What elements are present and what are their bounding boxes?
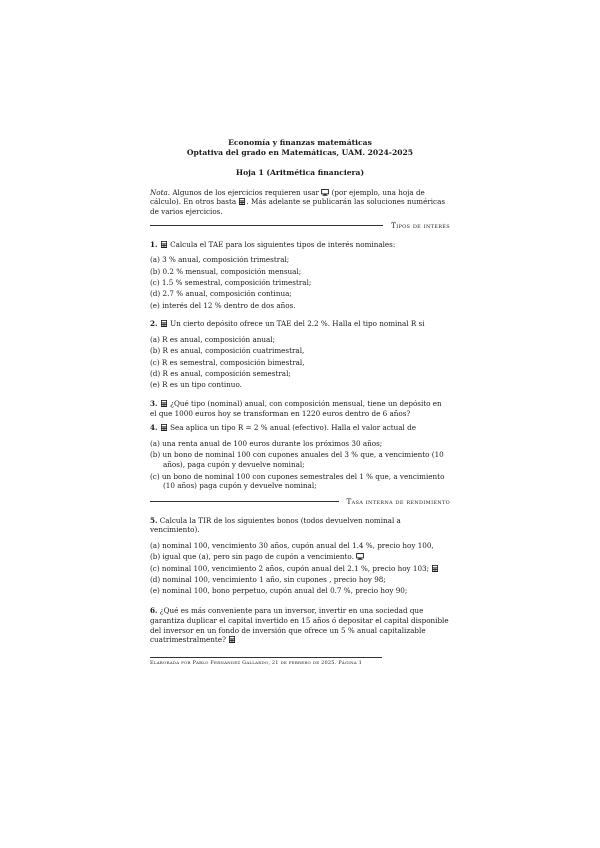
list-item: (a) 3 % anual, composición trimestral; <box>150 255 290 265</box>
exercise-text: Sea aplica un tipo R = 2 % anual (efectivo). Halla el valor actual de <box>167 423 416 433</box>
section-divider <box>150 501 339 502</box>
exercise-number: 3. <box>150 399 158 408</box>
calculator-icon <box>160 400 168 407</box>
list-item: (a) una renta anual de 100 euros durante los próximos 30 años; <box>150 439 383 449</box>
exercise-6 <box>150 606 450 645</box>
list-item: (d) 2.7 % anual, composición continua; <box>150 289 292 299</box>
calculator-icon <box>160 241 168 248</box>
note-text-c: . Más adelante se publicarán las soluciones numéricas de varios ejercicios. <box>150 197 446 217</box>
exercise-text: ¿Qué tipo (nominal) anual, con composición mensual, tiene un depósito en el que 1000 euros hoy se transforman en 1220 euros dentro de 6 años? <box>150 399 442 418</box>
document-header <box>150 138 450 178</box>
exercise-number: 2. <box>150 319 158 329</box>
list-item: (c) R es semestral, composición bimestral, <box>150 357 305 367</box>
exercise-items <box>150 439 450 491</box>
note-text-b: (por ejemplo, una hoja de cálculo). En otros basta <box>150 187 425 207</box>
list-item <box>150 586 450 596</box>
list-item-text: (d) nominal 100, vencimiento 1 año, sin cupones , precio hoy 98; <box>150 575 386 585</box>
sheet-title: Hoja 1 (Aritmética financiera) <box>235 167 365 177</box>
list-item <box>150 575 450 585</box>
exercise-number: 6. <box>150 606 158 616</box>
list-item: (b) R es anual, composición cuatrimestral, <box>150 346 305 356</box>
section-title: Tipos de interés <box>391 220 450 230</box>
page-footer: Elaborada por Pablo Fernández Gallardo, 21 de febrero de 2025. Página 1 <box>150 659 363 666</box>
note-paragraph <box>150 188 450 217</box>
section-interest-rates <box>150 221 450 231</box>
computer-icon <box>356 553 364 560</box>
list-item: (e) R es un tipo continuo. <box>150 380 242 390</box>
exercise-number: 5. <box>150 515 158 525</box>
list-item: (a) R es anual, composición anual; <box>150 335 275 345</box>
list-item: (d) R es anual, composición semestral; <box>150 368 291 378</box>
list-item <box>150 541 450 551</box>
list-item: (e) interés del 12 % dentro de dos años. <box>150 300 296 310</box>
calculator-icon <box>160 424 168 431</box>
section-irr <box>150 497 450 507</box>
section-title: Tasa interna de rendimiento <box>346 496 450 506</box>
exercise-number: 4. <box>150 423 158 433</box>
calculator-icon <box>160 320 168 327</box>
list-item <box>150 564 450 574</box>
exercise-text: Calcula el TAE para los siguientes tipos de interés nominales: <box>167 239 396 249</box>
list-item <box>150 552 450 562</box>
exercise-text: Calcula la TIR de los siguientes bonos (todos devuelven nominal a vencimiento). <box>150 515 401 535</box>
exercise-3 <box>150 399 450 418</box>
exercise-items <box>150 335 450 390</box>
note-text-a: Algunos de los ejercicios requieren usar <box>170 187 322 197</box>
exercise-4 <box>150 423 450 491</box>
list-item-text: (a) nominal 100, vencimiento 30 años, cupón anual del 1.4 %, precio hoy 100, <box>150 541 434 551</box>
exercise-5 <box>150 516 450 596</box>
calculator-icon <box>431 565 439 572</box>
note-label: Nota. <box>150 187 171 197</box>
list-item: (b) un bono de nominal 100 con cupones anuales del 3 % que, a vencimiento (10 años), paga cupón y devuelve nominal; <box>150 450 444 470</box>
exercise-text: ¿Qué es más conveniente para un inversor, invertir en una sociedad que garantiza duplicar el capital invertido en 15 años ó depositar el capital disponible del inversor en un fondo de inversión que ofrece un 5 % anual capitalizable cuatrimestralmente? <box>150 606 449 645</box>
exercise-1 <box>150 240 450 311</box>
list-item: (b) 0.2 % mensual, composición mensual; <box>150 266 302 276</box>
document-page <box>150 138 450 667</box>
list-item-text: (b) igual que (a), pero sin pago de cupón a vencimiento. <box>150 552 354 562</box>
exercise-2 <box>150 319 450 390</box>
exercise-number: 1. <box>150 239 158 249</box>
course-title: Economía y finanzas matemáticas <box>228 138 372 147</box>
section-divider <box>150 225 383 226</box>
list-item-text: (c) nominal 100, vencimiento 2 años, cupón anual del 2.1 %, precio hoy 103; <box>150 563 430 573</box>
exercise-items <box>150 255 450 310</box>
list-item: (c) un bono de nominal 100 con cupones semestrales del 1 % que, a vencimiento (10 años) paga cupón y devuelve nominal; <box>150 471 445 491</box>
exercise-text: Un cierto depósito ofrece un TAE del 2.2 %. Halla el tipo nominal R si <box>167 319 425 329</box>
course-subtitle: Optativa del grado en Matemáticas, UAM. 2024-2025 <box>186 148 414 158</box>
calculator-icon <box>228 636 236 643</box>
list-item-text: (e) nominal 100, bono perpetuo, cupón anual del 0.7 %, precio hoy 90; <box>150 586 408 596</box>
footer-divider <box>150 657 382 658</box>
exercise-items <box>150 541 450 596</box>
list-item: (c) 1.5 % semestral, composición trimestral; <box>150 277 312 287</box>
